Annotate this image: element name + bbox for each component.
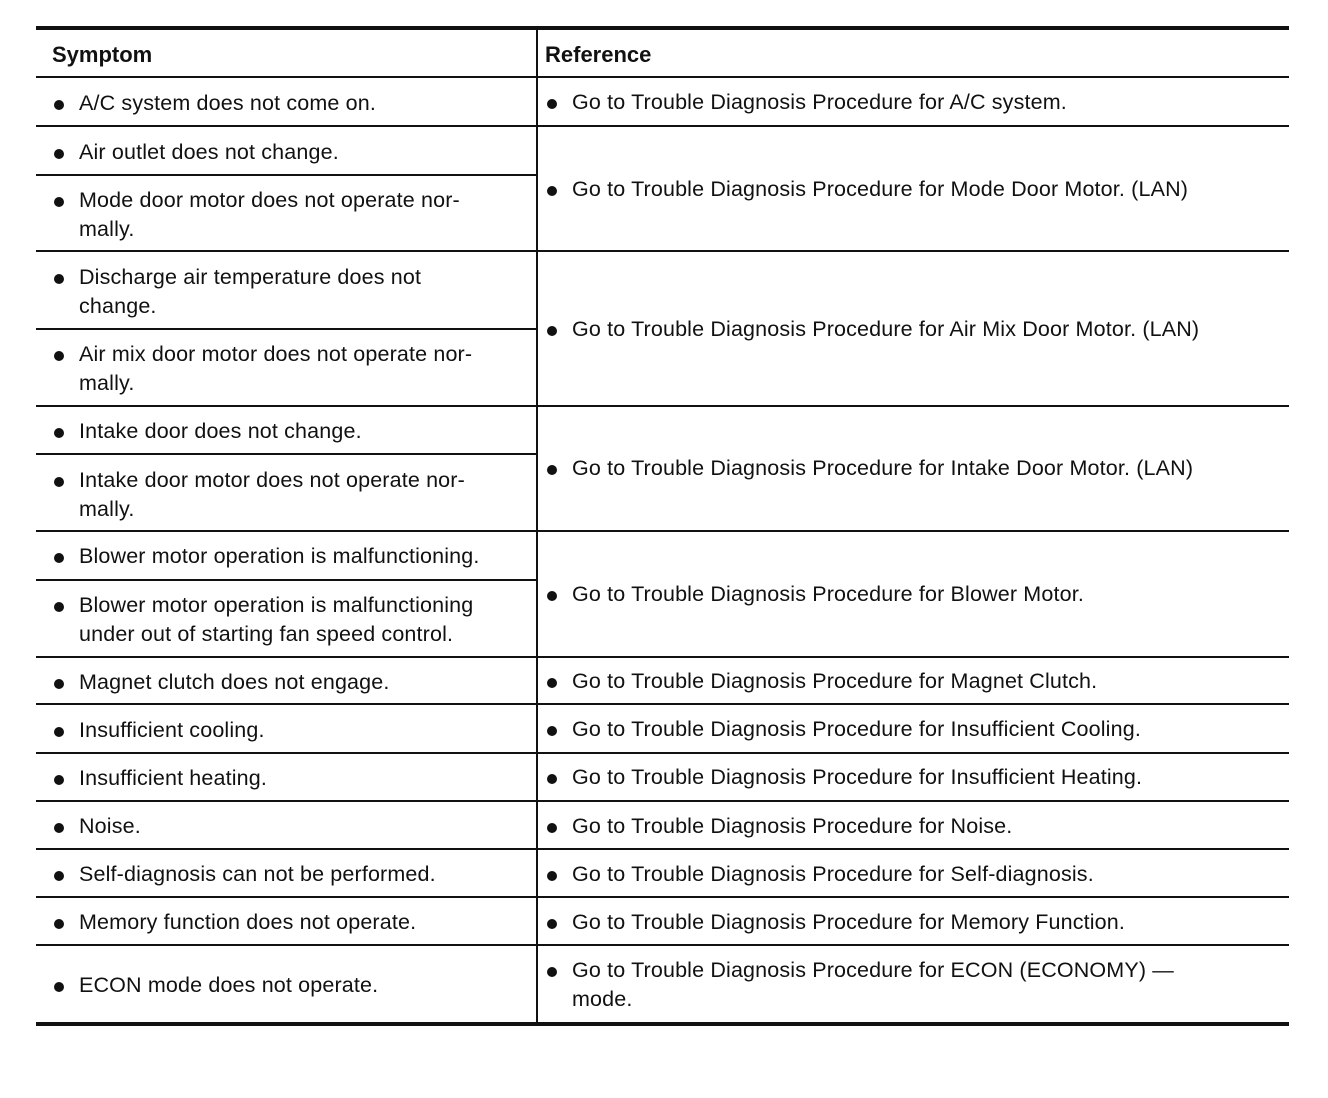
- symptom-cell: Self-diagnosis can not be performed.: [79, 862, 436, 886]
- reference-cell: Go to Trouble Diagnosis Procedure for Memory Function.: [572, 910, 1126, 934]
- bullet-icon: [54, 982, 64, 992]
- symptom-cell: ECON mode does not operate.: [79, 973, 379, 997]
- reference-cell: Go to Trouble Diagnosis Procedure for ECON (ECONOMY) — mode.: [572, 958, 1174, 1011]
- table-top-border: [36, 26, 1289, 30]
- bullet-icon: [54, 553, 64, 563]
- row-rule: [36, 656, 1289, 658]
- bullet-icon: [54, 197, 64, 207]
- reference-cell: Go to Trouble Diagnosis Procedure for Magnet Clutch.: [572, 669, 1098, 693]
- bullet-icon: [54, 919, 64, 929]
- row-rule: [36, 405, 1289, 407]
- bullet-icon: [547, 967, 557, 977]
- row-rule: [36, 848, 1289, 850]
- bullet-icon: [547, 186, 557, 196]
- symptom-cell: Mode door motor does not operate nor- mally.: [79, 188, 460, 241]
- reference-cell: Go to Trouble Diagnosis Procedure for Blower Motor.: [572, 582, 1084, 606]
- header-rule: [36, 76, 1289, 78]
- reference-cell: Go to Trouble Diagnosis Procedure for Air Mix Door Motor. (LAN): [572, 317, 1200, 341]
- bullet-icon: [547, 774, 557, 784]
- symptom-cell: Blower motor operation is malfunctioning.: [79, 544, 480, 568]
- reference-cell: Go to Trouble Diagnosis Procedure for Insufficient Cooling.: [572, 717, 1141, 741]
- bullet-icon: [54, 823, 64, 833]
- row-rule: [36, 703, 1289, 705]
- header-symptom: Symptom: [52, 42, 153, 67]
- bullet-icon: [547, 99, 557, 109]
- symptom-cell: Memory function does not operate.: [79, 910, 417, 934]
- bullet-icon: [547, 919, 557, 929]
- symptom-cell: Blower motor operation is malfunctioning under out of starting fan speed control.: [79, 593, 474, 646]
- symptom-cell: Insufficient cooling.: [79, 718, 265, 742]
- sub-row-rule: [36, 453, 536, 455]
- bullet-icon: [54, 871, 64, 881]
- reference-cell: Go to Trouble Diagnosis Procedure for Insufficient Heating.: [572, 765, 1143, 789]
- row-rule: [36, 944, 1289, 946]
- bullet-icon: [54, 727, 64, 737]
- bullet-icon: [547, 726, 557, 736]
- reference-cell: Go to Trouble Diagnosis Procedure for Self-diagnosis.: [572, 862, 1094, 886]
- column-divider: [536, 28, 538, 1024]
- header-reference: Reference: [545, 42, 652, 67]
- symptom-cell: Air mix door motor does not operate nor- mally.: [79, 342, 473, 395]
- bullet-icon: [547, 871, 557, 881]
- table-bottom-border: [36, 1022, 1289, 1026]
- reference-cell: Go to Trouble Diagnosis Procedure for Intake Door Motor. (LAN): [572, 456, 1194, 480]
- sub-row-rule: [36, 174, 536, 176]
- bullet-icon: [54, 428, 64, 438]
- symptom-cell: Intake door does not change.: [79, 419, 362, 443]
- reference-cell: Go to Trouble Diagnosis Procedure for Noise.: [572, 814, 1013, 838]
- bullet-icon: [547, 823, 557, 833]
- sub-row-rule: [36, 328, 536, 330]
- bullet-icon: [547, 326, 557, 336]
- bullet-icon: [54, 149, 64, 159]
- symptom-cell: A/C system does not come on.: [79, 91, 376, 115]
- bullet-icon: [547, 591, 557, 601]
- bullet-icon: [54, 274, 64, 284]
- symptom-cell: Insufficient heating.: [79, 766, 268, 790]
- symptom-cell: Magnet clutch does not engage.: [79, 670, 390, 694]
- row-rule: [36, 250, 1289, 252]
- row-rule: [36, 125, 1289, 127]
- sub-row-rule: [36, 579, 536, 581]
- symptom-cell: Intake door motor does not operate nor- mally.: [79, 468, 465, 521]
- bullet-icon: [54, 477, 64, 487]
- bullet-icon: [547, 465, 557, 475]
- bullet-icon: [54, 602, 64, 612]
- reference-cell: Go to Trouble Diagnosis Procedure for Mode Door Motor. (LAN): [572, 177, 1189, 201]
- reference-cell: Go to Trouble Diagnosis Procedure for A/C system.: [572, 90, 1067, 114]
- bullet-icon: [547, 678, 557, 688]
- row-rule: [36, 800, 1289, 802]
- bullet-icon: [54, 351, 64, 361]
- row-rule: [36, 530, 1289, 532]
- row-rule: [36, 896, 1289, 898]
- symptom-cell: Noise.: [79, 814, 141, 838]
- bullet-icon: [54, 679, 64, 689]
- symptom-cell: Air outlet does not change.: [79, 140, 339, 164]
- symptom-cell: Discharge air temperature does not change.: [79, 265, 422, 318]
- bullet-icon: [54, 100, 64, 110]
- bullet-icon: [54, 775, 64, 785]
- row-rule: [36, 752, 1289, 754]
